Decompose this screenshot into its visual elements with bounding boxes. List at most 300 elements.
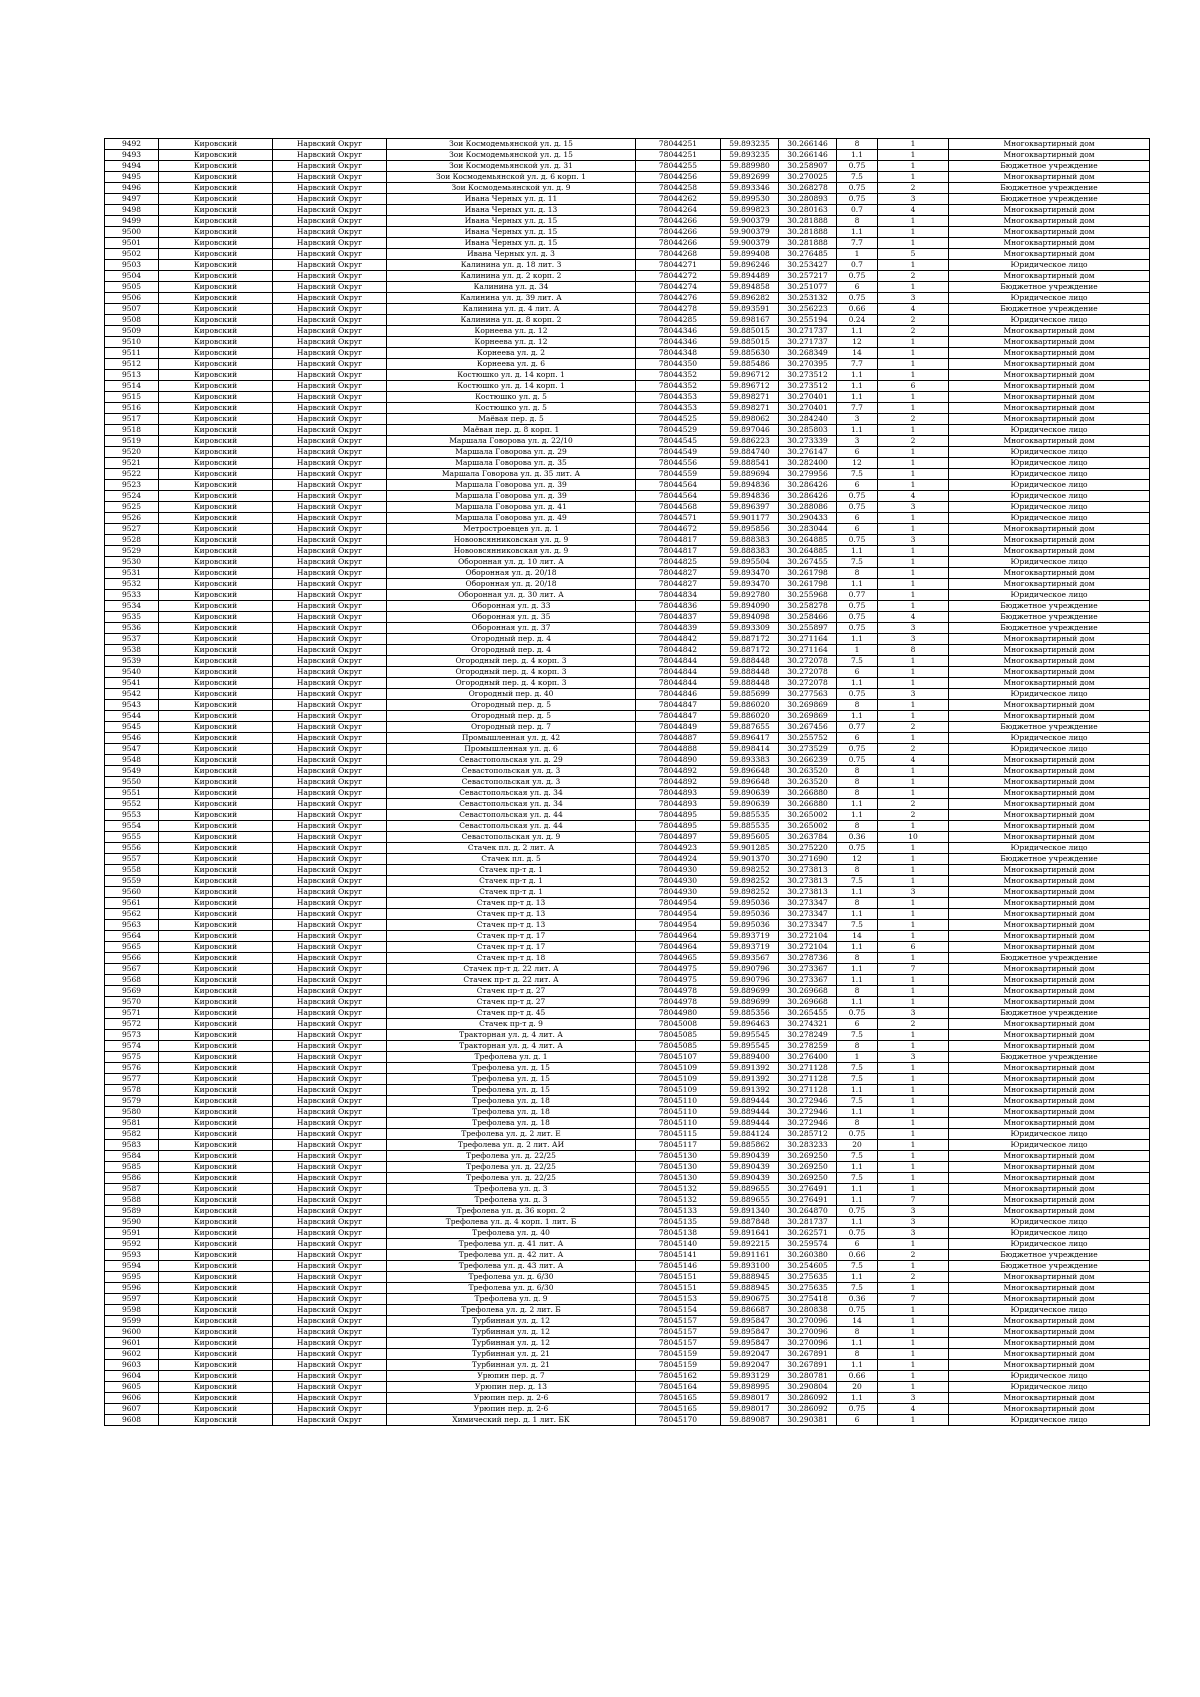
district-cell: Кировский — [159, 1404, 273, 1415]
longitude-cell: 30.273367 — [779, 964, 837, 975]
object-type-cell: Юридическое лицо — [949, 689, 1150, 700]
table-row — [105, 887, 1150, 898]
latitude-cell: 59.891392 — [721, 1085, 779, 1096]
address-cell: Огородный пер. д. 7 — [387, 722, 636, 733]
latitude-cell: 59.896417 — [721, 733, 779, 744]
address-cell: Трефолева ул. д. 2 лит. АИ — [387, 1140, 636, 1151]
municipal-district-cell: Нарвский Округ — [273, 1305, 387, 1316]
row-number-cell: 9559 — [105, 876, 159, 887]
latitude-cell: 59.888448 — [721, 656, 779, 667]
longitude-cell: 30.271164 — [779, 645, 837, 656]
district-cell: Кировский — [159, 898, 273, 909]
table-row — [105, 315, 1150, 326]
object-type-cell: Многоквартирный дом — [949, 1283, 1150, 1294]
quantity-cell: 1 — [878, 711, 949, 722]
power-cell: 7.7 — [837, 403, 878, 414]
row-number-cell: 9536 — [105, 623, 159, 634]
municipal-district-cell: Нарвский Округ — [273, 931, 387, 942]
power-cell: 6 — [837, 447, 878, 458]
district-cell: Кировский — [159, 909, 273, 920]
table-row — [105, 227, 1150, 238]
object-type-cell: Юридическое лицо — [949, 513, 1150, 524]
table-row — [105, 634, 1150, 645]
address-cell: Стачек пр-т д. 9 — [387, 1019, 636, 1030]
quantity-cell: 3 — [878, 1052, 949, 1063]
row-number-cell: 9512 — [105, 359, 159, 370]
quantity-cell: 7 — [878, 1294, 949, 1305]
address-cell: Оборонная ул. д. 33 — [387, 601, 636, 612]
table-row — [105, 194, 1150, 205]
row-number-cell: 9494 — [105, 161, 159, 172]
longitude-cell: 30.280838 — [779, 1305, 837, 1316]
power-cell: 7.5 — [837, 1096, 878, 1107]
address-cell: Калинина ул. д. 4 лит. А — [387, 304, 636, 315]
longitude-cell: 30.267891 — [779, 1349, 837, 1360]
longitude-cell: 30.262571 — [779, 1228, 837, 1239]
latitude-cell: 59.888945 — [721, 1272, 779, 1283]
table-row — [105, 403, 1150, 414]
code-cell: 78045130 — [636, 1162, 721, 1173]
table-row — [105, 1228, 1150, 1239]
power-cell: 0.66 — [837, 1371, 878, 1382]
latitude-cell: 59.893100 — [721, 1261, 779, 1272]
quantity-cell: 1 — [878, 1085, 949, 1096]
address-cell: Ивана Черных ул. д. 11 — [387, 194, 636, 205]
power-cell: 1.1 — [837, 887, 878, 898]
object-type-cell: Многоквартирный дом — [949, 777, 1150, 788]
power-cell: 6 — [837, 513, 878, 524]
latitude-cell: 59.900379 — [721, 227, 779, 238]
district-cell: Кировский — [159, 535, 273, 546]
municipal-district-cell: Нарвский Округ — [273, 755, 387, 766]
power-cell: 0.75 — [837, 744, 878, 755]
municipal-district-cell: Нарвский Округ — [273, 1151, 387, 1162]
row-number-cell: 9580 — [105, 1107, 159, 1118]
quantity-cell: 1 — [878, 656, 949, 667]
latitude-cell: 59.890675 — [721, 1294, 779, 1305]
longitude-cell: 30.255968 — [779, 590, 837, 601]
quantity-cell: 3 — [878, 1206, 949, 1217]
code-cell: 78044895 — [636, 810, 721, 821]
power-cell: 8 — [837, 865, 878, 876]
latitude-cell: 59.891161 — [721, 1250, 779, 1261]
municipal-district-cell: Нарвский Округ — [273, 634, 387, 645]
municipal-district-cell: Нарвский Округ — [273, 920, 387, 931]
municipal-district-cell: Нарвский Округ — [273, 1184, 387, 1195]
address-cell: Маршала Говорова ул. д. 22/10 — [387, 436, 636, 447]
table-row — [105, 590, 1150, 601]
object-type-cell: Многоквартирный дом — [949, 931, 1150, 942]
code-cell: 78044568 — [636, 502, 721, 513]
object-type-cell: Многоквартирный дом — [949, 832, 1150, 843]
object-type-cell: Многоквартирный дом — [949, 656, 1150, 667]
quantity-cell: 1 — [878, 150, 949, 161]
code-cell: 78045085 — [636, 1030, 721, 1041]
address-cell: Турбинная ул. д. 12 — [387, 1338, 636, 1349]
latitude-cell: 59.898252 — [721, 876, 779, 887]
table-row — [105, 1052, 1150, 1063]
quantity-cell: 1 — [878, 579, 949, 590]
latitude-cell: 59.885015 — [721, 337, 779, 348]
object-type-cell: Юридическое лицо — [949, 1140, 1150, 1151]
table-row — [105, 337, 1150, 348]
row-number-cell: 9576 — [105, 1063, 159, 1074]
longitude-cell: 30.271128 — [779, 1063, 837, 1074]
quantity-cell: 1 — [878, 1327, 949, 1338]
municipal-district-cell: Нарвский Округ — [273, 1052, 387, 1063]
district-cell: Кировский — [159, 1008, 273, 1019]
latitude-cell: 59.898995 — [721, 1382, 779, 1393]
latitude-cell: 59.889444 — [721, 1096, 779, 1107]
district-cell: Кировский — [159, 337, 273, 348]
object-type-cell: Юридическое лицо — [949, 1382, 1150, 1393]
municipal-district-cell: Нарвский Округ — [273, 1349, 387, 1360]
table-row — [105, 1272, 1150, 1283]
quantity-cell: 2 — [878, 1250, 949, 1261]
municipal-district-cell: Нарвский Округ — [273, 216, 387, 227]
longitude-cell: 30.275418 — [779, 1294, 837, 1305]
municipal-district-cell: Нарвский Округ — [273, 469, 387, 480]
district-cell: Кировский — [159, 777, 273, 788]
longitude-cell: 30.264870 — [779, 1206, 837, 1217]
code-cell: 78045165 — [636, 1404, 721, 1415]
longitude-cell: 30.270401 — [779, 403, 837, 414]
table-row — [105, 854, 1150, 865]
code-cell: 78045159 — [636, 1360, 721, 1371]
latitude-cell: 59.893346 — [721, 183, 779, 194]
table-row — [105, 1305, 1150, 1316]
code-cell: 78045008 — [636, 1019, 721, 1030]
power-cell: 0.75 — [837, 1404, 878, 1415]
longitude-cell: 30.258907 — [779, 161, 837, 172]
municipal-district-cell: Нарвский Округ — [273, 645, 387, 656]
municipal-district-cell: Нарвский Округ — [273, 975, 387, 986]
power-cell: 1.1 — [837, 964, 878, 975]
quantity-cell: 1 — [878, 524, 949, 535]
latitude-cell: 59.884124 — [721, 1129, 779, 1140]
row-number-cell: 9550 — [105, 777, 159, 788]
quantity-cell: 1 — [878, 1030, 949, 1041]
power-cell: 1.1 — [837, 1107, 878, 1118]
table-row — [105, 150, 1150, 161]
power-cell: 0.75 — [837, 502, 878, 513]
address-cell: Трефолева ул. д. 6/30 — [387, 1272, 636, 1283]
table-row — [105, 1129, 1150, 1140]
address-cell: Урюпин пер. д. 2-6 — [387, 1404, 636, 1415]
object-type-cell: Многоквартирный дом — [949, 667, 1150, 678]
latitude-cell: 59.896712 — [721, 381, 779, 392]
district-cell: Кировский — [159, 722, 273, 733]
object-type-cell: Многоквартирный дом — [949, 348, 1150, 359]
district-cell: Кировский — [159, 403, 273, 414]
latitude-cell: 59.889699 — [721, 997, 779, 1008]
longitude-cell: 30.272946 — [779, 1118, 837, 1129]
quantity-cell: 3 — [878, 1228, 949, 1239]
table-row — [105, 1184, 1150, 1195]
longitude-cell: 30.290381 — [779, 1415, 837, 1426]
district-cell: Кировский — [159, 1360, 273, 1371]
power-cell: 1.1 — [837, 370, 878, 381]
row-number-cell: 9544 — [105, 711, 159, 722]
longitude-cell: 30.265002 — [779, 810, 837, 821]
table-row — [105, 1173, 1150, 1184]
address-cell: Оборонная ул. д. 35 — [387, 612, 636, 623]
code-cell: 78044837 — [636, 612, 721, 623]
table-row — [105, 744, 1150, 755]
municipal-district-cell: Нарвский Округ — [273, 799, 387, 810]
longitude-cell: 30.251077 — [779, 282, 837, 293]
district-cell: Кировский — [159, 1140, 273, 1151]
power-cell: 8 — [837, 1118, 878, 1129]
district-cell: Кировский — [159, 458, 273, 469]
latitude-cell: 59.894489 — [721, 271, 779, 282]
power-cell: 1.1 — [837, 579, 878, 590]
code-cell: 78044930 — [636, 865, 721, 876]
quantity-cell: 1 — [878, 1415, 949, 1426]
latitude-cell: 59.895847 — [721, 1327, 779, 1338]
quantity-cell: 2 — [878, 1019, 949, 1030]
municipal-district-cell: Нарвский Округ — [273, 832, 387, 843]
table-row — [105, 766, 1150, 777]
address-cell: Метростроевцев ул. д. 1 — [387, 524, 636, 535]
longitude-cell: 30.272946 — [779, 1107, 837, 1118]
address-cell: Корнеева ул. д. 12 — [387, 326, 636, 337]
quantity-cell: 1 — [878, 1151, 949, 1162]
power-cell: 7.5 — [837, 1074, 878, 1085]
longitude-cell: 30.272104 — [779, 942, 837, 953]
address-cell: Ивана Черных ул. д. 15 — [387, 227, 636, 238]
quantity-cell: 3 — [878, 1008, 949, 1019]
municipal-district-cell: Нарвский Округ — [273, 480, 387, 491]
latitude-cell: 59.889400 — [721, 1052, 779, 1063]
latitude-cell: 59.893719 — [721, 942, 779, 953]
longitude-cell: 30.267455 — [779, 557, 837, 568]
row-number-cell: 9527 — [105, 524, 159, 535]
object-type-cell: Юридическое лицо — [949, 425, 1150, 436]
power-cell: 20 — [837, 1382, 878, 1393]
object-type-cell: Многоквартирный дом — [949, 1063, 1150, 1074]
power-cell: 8 — [837, 788, 878, 799]
address-cell: Севастопольская ул. д. 44 — [387, 821, 636, 832]
address-cell: Оборонная ул. д. 20/18 — [387, 568, 636, 579]
district-cell: Кировский — [159, 227, 273, 238]
district-cell: Кировский — [159, 612, 273, 623]
district-cell: Кировский — [159, 293, 273, 304]
object-type-cell: Бюджетное учреждение — [949, 282, 1150, 293]
address-cell: Трефолева ул. д. 4 корп. 1 лит. Б — [387, 1217, 636, 1228]
row-number-cell: 9521 — [105, 458, 159, 469]
quantity-cell: 1 — [878, 227, 949, 238]
quantity-cell: 7 — [878, 1195, 949, 1206]
row-number-cell: 9518 — [105, 425, 159, 436]
code-cell: 78044262 — [636, 194, 721, 205]
address-cell: Костюшко ул. д. 14 корп. 1 — [387, 370, 636, 381]
district-cell: Кировский — [159, 1063, 273, 1074]
longitude-cell: 30.281888 — [779, 216, 837, 227]
district-cell: Кировский — [159, 788, 273, 799]
code-cell: 78045151 — [636, 1283, 721, 1294]
longitude-cell: 30.271690 — [779, 854, 837, 865]
power-cell: 1.1 — [837, 425, 878, 436]
row-number-cell: 9516 — [105, 403, 159, 414]
row-number-cell: 9585 — [105, 1162, 159, 1173]
object-type-cell: Юридическое лицо — [949, 315, 1150, 326]
quantity-cell: 1 — [878, 1371, 949, 1382]
table-row — [105, 689, 1150, 700]
longitude-cell: 30.275635 — [779, 1283, 837, 1294]
municipal-district-cell: Нарвский Округ — [273, 854, 387, 865]
code-cell: 78044672 — [636, 524, 721, 535]
district-cell: Кировский — [159, 161, 273, 172]
address-cell: Стачек пр-т д. 22 лит. А — [387, 964, 636, 975]
row-number-cell: 9596 — [105, 1283, 159, 1294]
latitude-cell: 59.891392 — [721, 1074, 779, 1085]
address-cell: Стачек пл. д. 2 лит. А — [387, 843, 636, 854]
quantity-cell: 5 — [878, 249, 949, 260]
quantity-cell: 4 — [878, 612, 949, 623]
row-number-cell: 9534 — [105, 601, 159, 612]
object-type-cell: Многоквартирный дом — [949, 370, 1150, 381]
longitude-cell: 30.273512 — [779, 370, 837, 381]
table-row — [105, 711, 1150, 722]
table-row — [105, 579, 1150, 590]
object-type-cell: Многоквартирный дом — [949, 337, 1150, 348]
row-number-cell: 9541 — [105, 678, 159, 689]
municipal-district-cell: Нарвский Округ — [273, 205, 387, 216]
quantity-cell: 1 — [878, 909, 949, 920]
power-cell: 0.75 — [837, 601, 878, 612]
district-cell: Кировский — [159, 678, 273, 689]
district-cell: Кировский — [159, 887, 273, 898]
power-cell: 0.24 — [837, 315, 878, 326]
row-number-cell: 9543 — [105, 700, 159, 711]
row-number-cell: 9593 — [105, 1250, 159, 1261]
latitude-cell: 59.894098 — [721, 612, 779, 623]
code-cell: 78044842 — [636, 634, 721, 645]
district-cell: Кировский — [159, 744, 273, 755]
municipal-district-cell: Нарвский Округ — [273, 139, 387, 150]
row-number-cell: 9590 — [105, 1217, 159, 1228]
address-cell: Стачек пр-т д. 13 — [387, 920, 636, 931]
longitude-cell: 30.276491 — [779, 1195, 837, 1206]
municipal-district-cell: Нарвский Округ — [273, 392, 387, 403]
district-cell: Кировский — [159, 843, 273, 854]
district-cell: Кировский — [159, 249, 273, 260]
power-cell: 1.1 — [837, 799, 878, 810]
latitude-cell: 59.889655 — [721, 1195, 779, 1206]
municipal-district-cell: Нарвский Округ — [273, 953, 387, 964]
latitude-cell: 59.889694 — [721, 469, 779, 480]
object-type-cell: Многоквартирный дом — [949, 821, 1150, 832]
municipal-district-cell: Нарвский Округ — [273, 271, 387, 282]
address-cell: Маршала Говорова ул. д. 29 — [387, 447, 636, 458]
longitude-cell: 30.270401 — [779, 392, 837, 403]
table-row — [105, 865, 1150, 876]
longitude-cell: 30.267891 — [779, 1360, 837, 1371]
table-row — [105, 458, 1150, 469]
row-number-cell: 9606 — [105, 1393, 159, 1404]
latitude-cell: 59.888448 — [721, 678, 779, 689]
power-cell: 1.1 — [837, 975, 878, 986]
quantity-cell: 1 — [878, 216, 949, 227]
object-type-cell: Многоквартирный дом — [949, 634, 1150, 645]
quantity-cell: 2 — [878, 799, 949, 810]
latitude-cell: 59.892047 — [721, 1360, 779, 1371]
row-number-cell: 9575 — [105, 1052, 159, 1063]
district-cell: Кировский — [159, 502, 273, 513]
longitude-cell: 30.281888 — [779, 238, 837, 249]
quantity-cell: 1 — [878, 1063, 949, 1074]
row-number-cell: 9558 — [105, 865, 159, 876]
row-number-cell: 9600 — [105, 1327, 159, 1338]
table-row — [105, 997, 1150, 1008]
row-number-cell: 9545 — [105, 722, 159, 733]
address-cell: Ивана Черных ул. д. 15 — [387, 216, 636, 227]
power-cell: 0.77 — [837, 722, 878, 733]
municipal-district-cell: Нарвский Округ — [273, 733, 387, 744]
latitude-cell: 59.891340 — [721, 1206, 779, 1217]
longitude-cell: 30.261798 — [779, 568, 837, 579]
longitude-cell: 30.269250 — [779, 1162, 837, 1173]
power-cell: 6 — [837, 480, 878, 491]
district-cell: Кировский — [159, 766, 273, 777]
municipal-district-cell: Нарвский Округ — [273, 293, 387, 304]
quantity-cell: 2 — [878, 810, 949, 821]
district-cell: Кировский — [159, 689, 273, 700]
latitude-cell: 59.895545 — [721, 1041, 779, 1052]
code-cell: 78044525 — [636, 414, 721, 425]
code-cell: 78044836 — [636, 601, 721, 612]
municipal-district-cell: Нарвский Округ — [273, 1228, 387, 1239]
quantity-cell: 1 — [878, 1349, 949, 1360]
address-cell: Трефолева ул. д. 15 — [387, 1085, 636, 1096]
longitude-cell: 30.256223 — [779, 304, 837, 315]
object-type-cell: Юридическое лицо — [949, 744, 1150, 755]
table-row — [105, 1393, 1150, 1404]
object-type-cell: Юридическое лицо — [949, 1239, 1150, 1250]
district-cell: Кировский — [159, 623, 273, 634]
power-cell: 0.77 — [837, 590, 878, 601]
longitude-cell: 30.278249 — [779, 1030, 837, 1041]
address-cell: Ивана Черных ул. д. 15 — [387, 238, 636, 249]
address-cell: Огородный пер. д. 4 — [387, 634, 636, 645]
municipal-district-cell: Нарвский Округ — [273, 1008, 387, 1019]
latitude-cell: 59.888383 — [721, 535, 779, 546]
row-number-cell: 9589 — [105, 1206, 159, 1217]
municipal-district-cell: Нарвский Округ — [273, 1019, 387, 1030]
object-type-cell: Бюджетное учреждение — [949, 194, 1150, 205]
code-cell: 78044888 — [636, 744, 721, 755]
address-cell: Зои Космодемьянской ул. д. 9 — [387, 183, 636, 194]
longitude-cell: 30.253427 — [779, 260, 837, 271]
object-type-cell: Многоквартирный дом — [949, 700, 1150, 711]
row-number-cell: 9513 — [105, 370, 159, 381]
table-row — [105, 986, 1150, 997]
row-number-cell: 9604 — [105, 1371, 159, 1382]
municipal-district-cell: Нарвский Округ — [273, 436, 387, 447]
municipal-district-cell: Нарвский Округ — [273, 612, 387, 623]
code-cell: 78044256 — [636, 172, 721, 183]
table-row — [105, 1382, 1150, 1393]
object-type-cell: Бюджетное учреждение — [949, 722, 1150, 733]
power-cell: 0.75 — [837, 535, 878, 546]
table-row — [105, 469, 1150, 480]
municipal-district-cell: Нарвский Округ — [273, 359, 387, 370]
longitude-cell: 30.290433 — [779, 513, 837, 524]
district-cell: Кировский — [159, 326, 273, 337]
latitude-cell: 59.895847 — [721, 1338, 779, 1349]
row-number-cell: 9565 — [105, 942, 159, 953]
